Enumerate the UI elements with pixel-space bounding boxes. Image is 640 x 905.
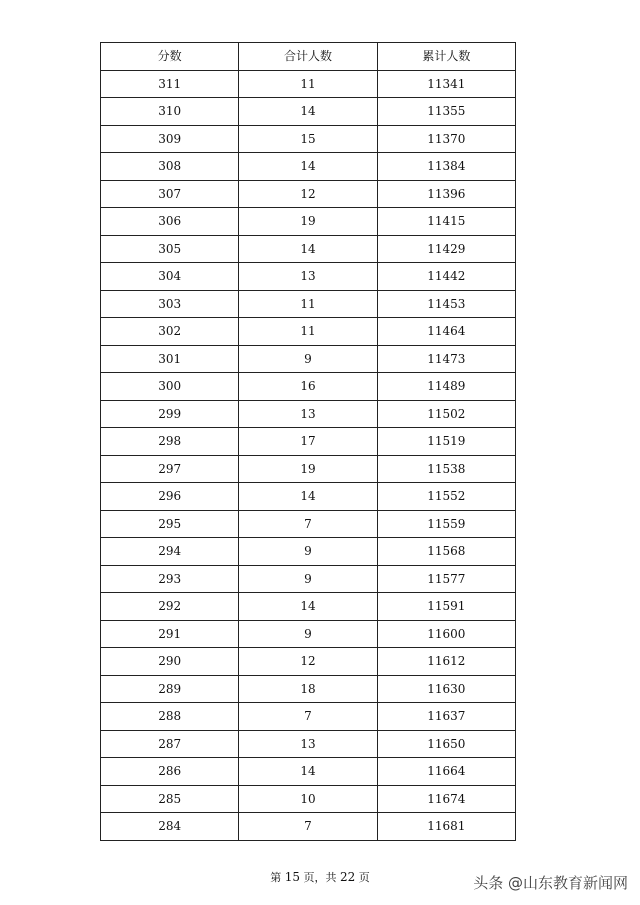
cell-score: 307 — [101, 180, 239, 208]
cell-score: 293 — [101, 565, 239, 593]
cell-count: 9 — [239, 620, 377, 648]
cell-score: 297 — [101, 455, 239, 483]
score-table — [100, 42, 516, 841]
cell-count: 18 — [239, 675, 377, 703]
cell-cumulative: 11612 — [377, 648, 515, 676]
cell-count: 16 — [239, 373, 377, 401]
table-row — [101, 400, 516, 428]
cell-count: 11 — [239, 70, 377, 98]
cell-count: 9 — [239, 565, 377, 593]
table-row — [101, 675, 516, 703]
table-row — [101, 208, 516, 236]
table-row — [101, 703, 516, 731]
cell-cumulative: 11664 — [377, 758, 515, 786]
cell-count: 14 — [239, 593, 377, 621]
table-body — [101, 70, 516, 840]
cell-score: 287 — [101, 730, 239, 758]
cell-score: 289 — [101, 675, 239, 703]
cell-count: 14 — [239, 483, 377, 511]
cell-cumulative: 11559 — [377, 510, 515, 538]
cell-count: 19 — [239, 455, 377, 483]
cell-count: 13 — [239, 400, 377, 428]
cell-score: 295 — [101, 510, 239, 538]
cell-count: 9 — [239, 538, 377, 566]
cell-count: 15 — [239, 125, 377, 153]
cell-cumulative: 11453 — [377, 290, 515, 318]
cell-score: 284 — [101, 813, 239, 841]
table-row — [101, 263, 516, 291]
table-row — [101, 620, 516, 648]
cell-cumulative: 11473 — [377, 345, 515, 373]
table-row — [101, 785, 516, 813]
cell-cumulative: 11568 — [377, 538, 515, 566]
watermark: 头条 @山东教育新闻网 — [473, 874, 628, 892]
cell-count: 14 — [239, 98, 377, 126]
cell-count: 7 — [239, 813, 377, 841]
cell-score: 299 — [101, 400, 239, 428]
cell-score: 294 — [101, 538, 239, 566]
cell-cumulative: 11341 — [377, 70, 515, 98]
cell-count: 14 — [239, 153, 377, 181]
cell-count: 13 — [239, 263, 377, 291]
cell-cumulative: 11370 — [377, 125, 515, 153]
cell-cumulative: 11464 — [377, 318, 515, 346]
footer-page-number: 15 — [284, 870, 300, 884]
cell-cumulative: 11442 — [377, 263, 515, 291]
cell-count: 17 — [239, 428, 377, 456]
cell-cumulative: 11355 — [377, 98, 515, 126]
cell-score: 304 — [101, 263, 239, 291]
table-row — [101, 373, 516, 401]
cell-cumulative: 11650 — [377, 730, 515, 758]
cell-score: 298 — [101, 428, 239, 456]
table-row — [101, 235, 516, 263]
cell-score: 292 — [101, 593, 239, 621]
cell-score: 290 — [101, 648, 239, 676]
cell-cumulative: 11681 — [377, 813, 515, 841]
cell-score: 291 — [101, 620, 239, 648]
table-row — [101, 538, 516, 566]
cell-cumulative: 11502 — [377, 400, 515, 428]
cell-score: 285 — [101, 785, 239, 813]
cell-count: 11 — [239, 290, 377, 318]
table-row — [101, 290, 516, 318]
table-header-row — [101, 43, 516, 71]
cell-score: 286 — [101, 758, 239, 786]
cell-score: 308 — [101, 153, 239, 181]
table-row — [101, 730, 516, 758]
cell-cumulative: 11600 — [377, 620, 515, 648]
cell-cumulative: 11384 — [377, 153, 515, 181]
table-row — [101, 70, 516, 98]
cell-count: 10 — [239, 785, 377, 813]
header-cumulative: 累计人数 — [377, 43, 515, 71]
cell-cumulative: 11552 — [377, 483, 515, 511]
cell-cumulative: 11538 — [377, 455, 515, 483]
footer-middle: 页，共 — [303, 871, 337, 884]
cell-cumulative: 11577 — [377, 565, 515, 593]
table-row — [101, 153, 516, 181]
footer-prefix: 第 — [270, 871, 282, 884]
table-row — [101, 345, 516, 373]
table-row — [101, 98, 516, 126]
footer-total-pages: 22 — [340, 870, 356, 884]
cell-count: 13 — [239, 730, 377, 758]
table-row — [101, 428, 516, 456]
footer-suffix: 页 — [358, 871, 370, 884]
cell-score: 288 — [101, 703, 239, 731]
cell-count: 9 — [239, 345, 377, 373]
table-row — [101, 593, 516, 621]
cell-cumulative: 11396 — [377, 180, 515, 208]
table-row — [101, 648, 516, 676]
cell-score: 305 — [101, 235, 239, 263]
cell-cumulative: 11519 — [377, 428, 515, 456]
cell-count: 7 — [239, 510, 377, 538]
table-row — [101, 125, 516, 153]
table-row — [101, 565, 516, 593]
table-row — [101, 483, 516, 511]
cell-score: 296 — [101, 483, 239, 511]
header-count: 合计人数 — [239, 43, 377, 71]
cell-count: 7 — [239, 703, 377, 731]
cell-score: 306 — [101, 208, 239, 236]
cell-score: 300 — [101, 373, 239, 401]
cell-count: 12 — [239, 180, 377, 208]
header-score: 分数 — [101, 43, 239, 71]
table-row — [101, 510, 516, 538]
cell-cumulative: 11674 — [377, 785, 515, 813]
cell-cumulative: 11489 — [377, 373, 515, 401]
table-row — [101, 455, 516, 483]
cell-count: 11 — [239, 318, 377, 346]
cell-cumulative: 11415 — [377, 208, 515, 236]
cell-cumulative: 11637 — [377, 703, 515, 731]
cell-score: 302 — [101, 318, 239, 346]
table-row — [101, 758, 516, 786]
cell-score: 303 — [101, 290, 239, 318]
table-row — [101, 813, 516, 841]
cell-cumulative: 11591 — [377, 593, 515, 621]
cell-count: 19 — [239, 208, 377, 236]
cell-cumulative: 11429 — [377, 235, 515, 263]
table-row — [101, 318, 516, 346]
table-row — [101, 180, 516, 208]
cell-score: 309 — [101, 125, 239, 153]
cell-count: 14 — [239, 235, 377, 263]
cell-count: 14 — [239, 758, 377, 786]
cell-count: 12 — [239, 648, 377, 676]
cell-score: 311 — [101, 70, 239, 98]
cell-score: 301 — [101, 345, 239, 373]
cell-cumulative: 11630 — [377, 675, 515, 703]
cell-score: 310 — [101, 98, 239, 126]
